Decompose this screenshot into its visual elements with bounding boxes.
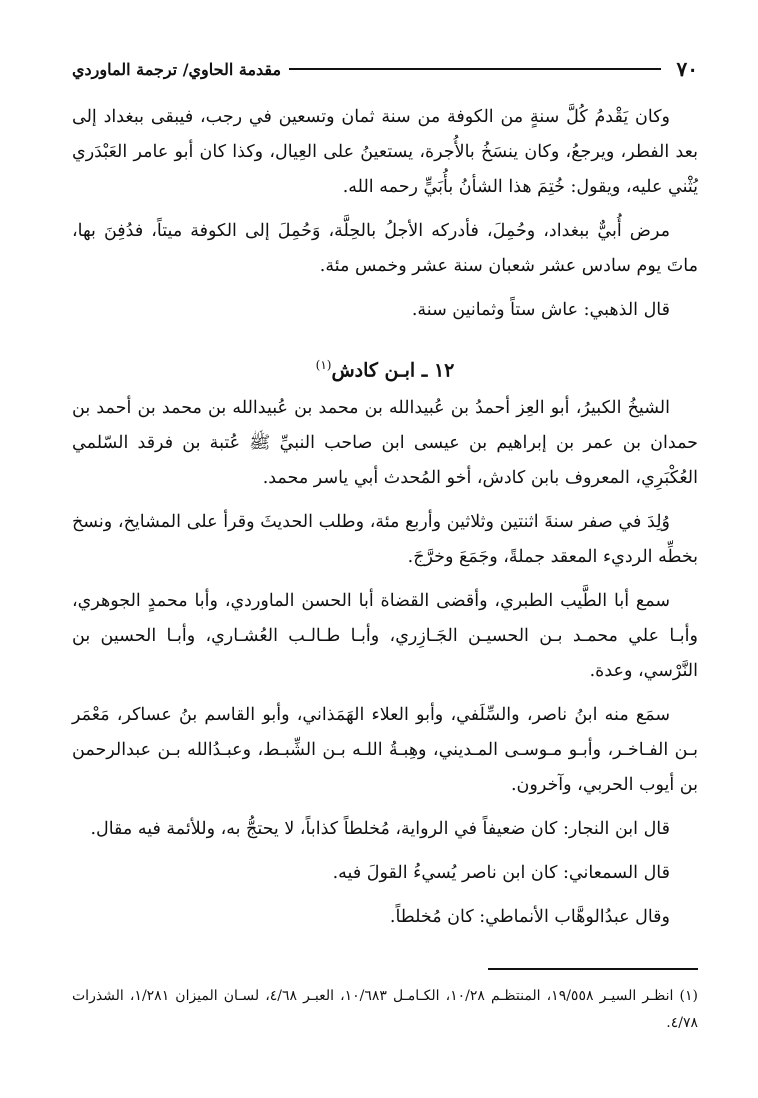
paragraph: مرض أُبيٌّ ببغداد، وحُمِلَ، فأدركه الأجلُ بالحِلَّة، وَحُمِلَ إلى الكوفة ميتاً، فدُفِنَ بها، ماتَ يوم سادس عشر شعبان سنة عشر وخمس مئة.: [72, 221, 698, 276]
paragraph: قال الذهبي: عاش ستاً وثمانين سنة.: [411, 300, 670, 320]
paragraph: الشيخُ الكبيرُ، أبو العِز أحمدُ بن عُبيدالله بن محمد بن عُبيدالله بن محمد بن أحمد بن حمدان بن عمر بن إبراهيم بن عيسى ابن صاحب النبيِّ ﷺ عُتبة بن فرقد السّلمي العُكْبَرِي، المعروف بابن كادش، أخو المُحدث أبي ياسر محمد.: [72, 398, 698, 489]
paragraph: قال ابن النجار: كان ضعيفاً في الرواية، مُخلطاً كذاباً، لا يحتجُّ به، وللأئمة فيه مقال.: [90, 819, 670, 840]
footnote-separator: [488, 968, 698, 970]
section-heading-text: ١٢ ـ ابـن كادش: [331, 359, 455, 382]
footnote: (١) انظـر السيـر ١٩/٥٥٨، المنتظـم ١٠/٢٨، الكـامـل ١٠/٦٨٣، العبـر ٤/٦٨، لسـان الميزان ١/٢٨١، الشذرات ٤/٧٨.: [72, 988, 698, 1031]
main-text: [72, 100, 698, 944]
footnote-reference: (١): [315, 358, 332, 372]
section-heading: [72, 348, 698, 387]
paragraph: وقال عبدُالوهَّاب الأنماطي: كان مُخلطاً.: [389, 907, 670, 928]
paragraph: وكان يَقْدمُ كُلَّ سنةٍ من الكوفة من سنة ثمان وتسعين في رجب، فيبقى ببغداد إلى بعد الفطر، ويرجعُ، وكان ينسَخُ بالأُجرة، يستعينُ على العِيال، وكذا كان أبو عامر العَبْدَري يُثْني عليه، ويقول: خُتِمَ هذا الشأنُ بأُبَيٍّ رحمه الله.: [72, 107, 698, 197]
page-header: [72, 54, 698, 84]
paragraph: قال السمعاني: كان ابن ناصر يُسيءُ القولَ فيه.: [332, 863, 670, 884]
paragraph: وُلِدَ في صفر سنةَ اثنتين وثلاثين وأربع مئة، وطلب الحديثَ وقرأ على المشايخ، ونسخ بخطِّه الرديء المعقد جملةً، وجَمَعَ وخرَّجَ.: [72, 512, 698, 568]
page-number: ٧٠: [676, 57, 698, 81]
paragraph: سمع أبا الطَّيب الطبري، وأقضى القضاة أبا الحسن الماوردي، وأبا محمدٍ الجوهري، وأبـا علي محمـد بـن الحسيـن الجَـازِري، وأبـا طـالـب العُشـاري، وأبـا الحسين بن النَّرْسي، وعدة.: [72, 591, 698, 682]
header-rule: [289, 68, 660, 70]
running-title: مقدمة الحاوي/ ترجمة الماوردي: [72, 59, 282, 79]
paragraph: سمَع منه ابنُ ناصر، والسِّلَفي، وأبو العلاء الهَمَذاني، وأبو القاسم بنُ عساكر، مَعْمَر بـن الفـاخـر، وأبـو مـوسـى المـديني، وهِبـةُ اللـه بـن الشِّبـط، وعبـدُالله بـن عبدالرحمن بن أيوب الحربي، وآخرون.: [72, 705, 698, 796]
